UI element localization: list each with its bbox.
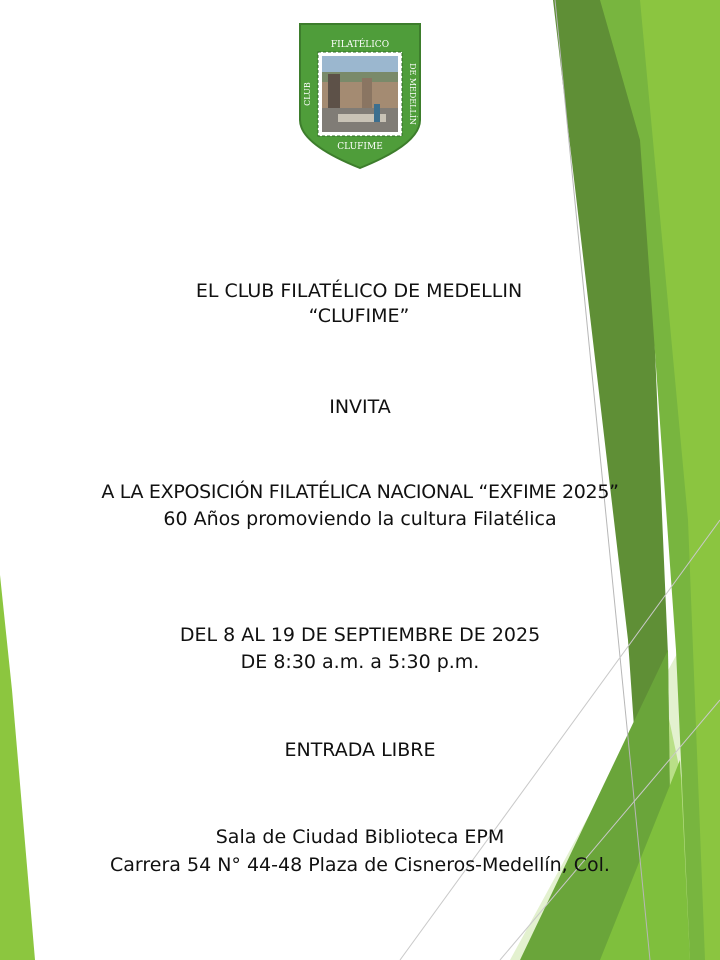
exhibition-title-line: A LA EXPOSICIÓN FILATÉLICA NACIONAL “EXFIME 2025” xyxy=(101,481,619,503)
event-hours-line: DE 8:30 a.m. a 5:30 p.m. xyxy=(240,651,480,673)
logo-city-building-b xyxy=(362,78,372,108)
logo-city-figure xyxy=(374,104,380,122)
club-acronym-line: “CLUFIME” xyxy=(308,305,410,327)
event-dates-line: DEL 8 AL 19 DE SEPTIEMBRE DE 2025 xyxy=(179,624,541,646)
invites-line: INVITA xyxy=(329,396,391,418)
logo-top-text: FILATÉLICO xyxy=(330,40,390,50)
logo-right-text: DE MEDELLÍN xyxy=(408,63,417,125)
logo-city-building-a xyxy=(328,74,340,108)
clufime-logo xyxy=(298,22,422,170)
venue-name-line: Sala de Ciudad Biblioteca EPM xyxy=(215,826,505,848)
venue-address-line: Carrera 54 N° 44-48 Plaza de Cisneros-Medellín, Col. xyxy=(110,854,610,876)
free-entry-line: ENTRADA LIBRE xyxy=(284,739,436,761)
exhibition-subtitle-line: 60 Años promoviendo la cultura Filatélica xyxy=(163,508,557,530)
logo-left-text: CLUB xyxy=(303,82,312,106)
logo-bottom-text: CLUFIME xyxy=(337,142,383,152)
club-name-line: EL CLUB FILATÉLICO DE MEDELLIN xyxy=(195,280,523,302)
